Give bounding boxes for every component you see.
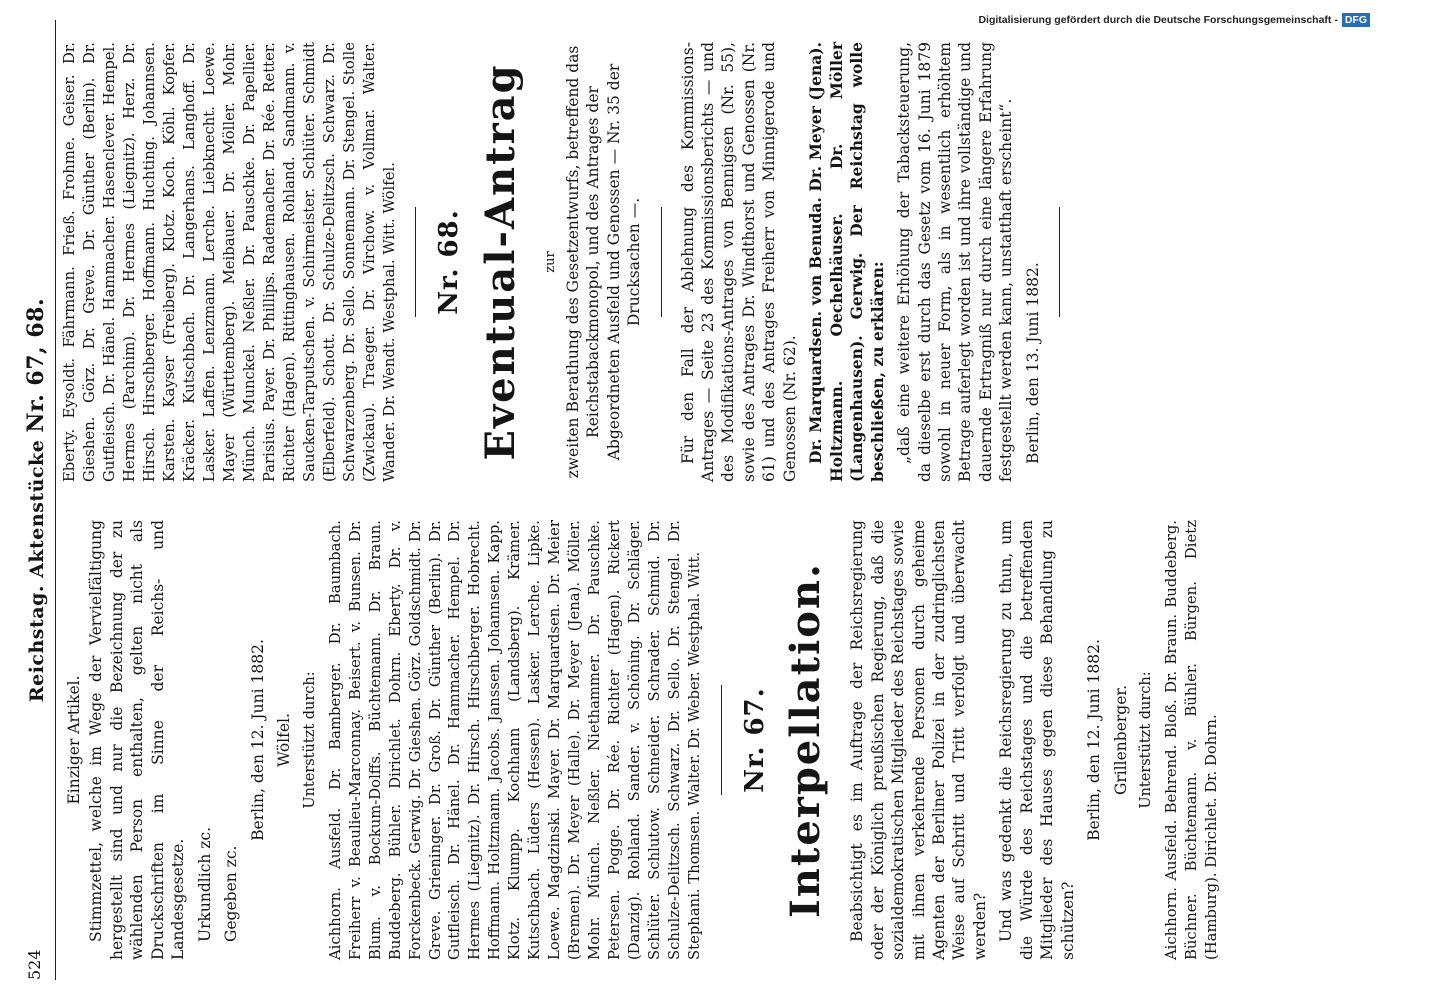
supported-by-label: Unterstützt durch:	[301, 671, 318, 809]
interpellation-supporters: Aichhorn. Ausfeld. Behrend. Bloß. Dr. Braun. Buddeberg. Büchner. Büchtemann. v. Bühler. Bürgen. Dietz (Hamburg). Dirichlet. Dr. Dohrn.	[1163, 520, 1221, 960]
supporters-list: Aichhorn. Ausfeld. Dr. Bamberger. Dr. Baumbach. Freiherr v. Beaulieu-Marconnay. Beisert. v. Bunsen. Dr. Blum. v. Bockum-Dolffs. Büchtemann. Dr. Braun. Buddeberg. Bühler. Dirichlet. Dohrn. Eberty. Dr. v. Forckenbeck. Gerwig. Dr. Gieshen. Görz. Goldschmidt. Dr. Greve. Grieninger. Dr. Groß. Dr. Günther (Berlin). Dr. Gutfleisch. Dr. Hänel. Dr. Hammacher. Hempel. Dr. Hermes (Liegnitz). Dr. Hirsch. Hirschberger. Hobrecht. Hoffmann. Holtzmann. Jacobs. Janssen. Johannsen. Kapp. Klotz. Klumpp. Kochhann (Landsberg). Krämer. Kutschbach. Lüders (Hessen). Lasker. Lerche. Lipke. Loewe. Magdzinski. Mayer. Dr. Marquardsen. Dr. Meier (Bremen). Dr. Meyer (Halle). Dr. Meyer (Jena). Möller. Mohr. Münch. Neßler. Niethammer. Dr. Pauschke. Petersen. Pogge. Dr. Rée. Richter (Hagen). Rickert (Danzig). Rohland. Sander. v. Schöning. Dr. Schläger. Schlüter. Schlutow. Schneider. Schrader. Schmid. Dr. Schulze-Delitzsch. Schwarz. Dr. Sello. Dr. Stengel. Dr. Stephani. Thomsen. Walter. Dr. Weber. Westphal. Witt.	[326, 520, 704, 960]
article-text: Stimmzettel, welche im Wege der Vervielfältigung hergestellt sind und nur die Bezeichnung der zu wählenden Person enthalten, gelten nicht als Druckschriften im Sinne der Reichs- und Landesgesetze.	[87, 520, 188, 960]
right-column	[60, 42, 1076, 482]
motion-condition: Für den Fall der Ablehnung des Kommissions-Antrages — Seite 23 des Kommissionsberichts — und des Modifikations-Antrages von Bennigsen (Nr. 55), sowie des Antrages Dr. Windthorst und Genossen (Nr. 61) und des Antrages Freiherr von Minnigerode und Genossen (Nr. 62).	[678, 42, 799, 482]
document-number: Nr. 68.	[434, 209, 465, 315]
article-title: Einziger Artikel.	[65, 675, 83, 805]
left-column	[60, 520, 1228, 960]
signer: Wölfel.	[275, 713, 294, 767]
page-title-text: Reichstag. Aktenstücke	[26, 439, 48, 703]
running-header	[22, 20, 50, 980]
motion-movers: Dr. Marquardsen. von Benuda. Dr. Meyer (Jena). Holtzmann. Oechelhäuser. Dr. Möller (Langenhausen). Gerwig. Der Reichstag wolle beschließen, zu erklären:	[806, 42, 887, 482]
interpellation-date: Berlin, den 12. Juni 1882.	[1085, 639, 1104, 841]
interpellation-supported-label: Unterstützt durch:	[1138, 671, 1155, 809]
motion-resolution: „daß eine weitere Erhöhung der Tabacksteuerung, da dieselbe erst durch das Gesetz vom 16. Juni 1879 sowohl in neuer Form, als in wesentlich erhöhtem Betrage auferlegt worden ist und ihre vollständige und dauernde Ertragniß nur durch eine längere Erfahrung festgestellt werden kann, unstatthaft erscheint“.	[895, 42, 1016, 482]
section-heading: Eventual-Antrag	[476, 63, 524, 461]
section-divider	[1059, 207, 1060, 317]
urkundlich-line: Urkundlich zc.	[195, 826, 214, 942]
page-number: 524	[25, 949, 44, 980]
page-title	[22, 20, 51, 980]
section-divider	[661, 207, 662, 317]
motion-date: Berlin, den 13. Juni 1882.	[1023, 262, 1042, 464]
zur-line: zur	[542, 251, 558, 273]
digitization-stamp	[770, 8, 1370, 32]
section-heading: Interpellation.	[782, 562, 830, 918]
gegeben-line: Gegeben zc.	[222, 845, 241, 942]
section-divider	[721, 685, 722, 795]
supporters-list-continued: Eberty. Eysoldt. Fährmann. Frieß. Frohme. Geiser. Dr. Gieshen. Görz. Dr. Greve. Dr. Günther (Berlin). Dr. Gutfleisch. Dr. Hänel. Hammacher. Hasenclever. Hempel. Hermes (Parchim). Dr. Hermes (Liegnitz). Herz. Dr. Hirsch. Hirschberger. Hoffmann. Huchting. Johannsen. Karsten. Kayser (Freiberg). Klotz. Koch. Köhl. Kopfer. Kräcker. Kutschbach. Dr. Langerhans. Langhoff. Dr. Lasker. Laffen. Lenzmann. Lerche. Liebknecht. Loewe. Mayer (Württemberg). Meibauer. Dr. Möller. Mohr. Münch. Munckel. Neßler. Dr. Pauschke. Dr. Papellier. Parisius. Payer. Dr. Phillips. Rademacher. Dr. Rée. Retter. Richter (Hagen). Rittinghausen. Rohland. Sandmann. v. Saucken-Tarputschen. v. Schirmeister. Schlüter. Schmidt (Elberfeld). Schott. Dr. Schulze-Delitzsch. Schwarz. Dr. Schwarzenberg. Dr. Sello. Sonnemann. Dr. Stengel. Stolle (Zwickau). Traeger. Dr. Virchow. v. Vollmar. Walter. Wander. Dr. Wendt. Westphal. Witt. Wölfel.	[61, 42, 398, 482]
place-date: Berlin, den 12. Juni 1882.	[248, 639, 267, 841]
section-divider	[415, 207, 416, 317]
dfg-logo: DFG	[1342, 13, 1370, 27]
interpellation-text-2: Und was gedenkt die Reichsregierung zu thun, um die Würde des Reichstages und die betreffenden Mitglieder des Hauses gegen diese Behandlung zu schützen?	[997, 520, 1077, 960]
page-title-nr: Nr. 67, 68.	[23, 297, 49, 433]
interpellation-signer: Grillenberger.	[1111, 684, 1130, 796]
motion-subject: zweiten Berathung des Gesetzentwurfs, betreffend das Reichstabackmonopol, und des Antrages der Abgeordneten Ausfeld und Genossen — Nr. 35 der Drucksachen —.	[563, 45, 644, 479]
document-number: Nr. 67.	[740, 687, 771, 793]
header-rule	[55, 20, 56, 980]
stamp-text: Digitalisierung gefördert durch die Deutsche Forschungsgemeinschaft -	[978, 14, 1338, 26]
interpellation-text-1: Beabsichtigt es im Auftrage der Reichsregierung oder der Königlich preußischen Regierung, daß die sozialdemokratischen Mitglieder des Reichstages sowie mit ihnen verkehrende Personen durch geheime Agenten der Berliner Polizei in der zudringlichsten Weise auf Schritt und Tritt verfolgt und überwacht werden?	[848, 520, 989, 960]
